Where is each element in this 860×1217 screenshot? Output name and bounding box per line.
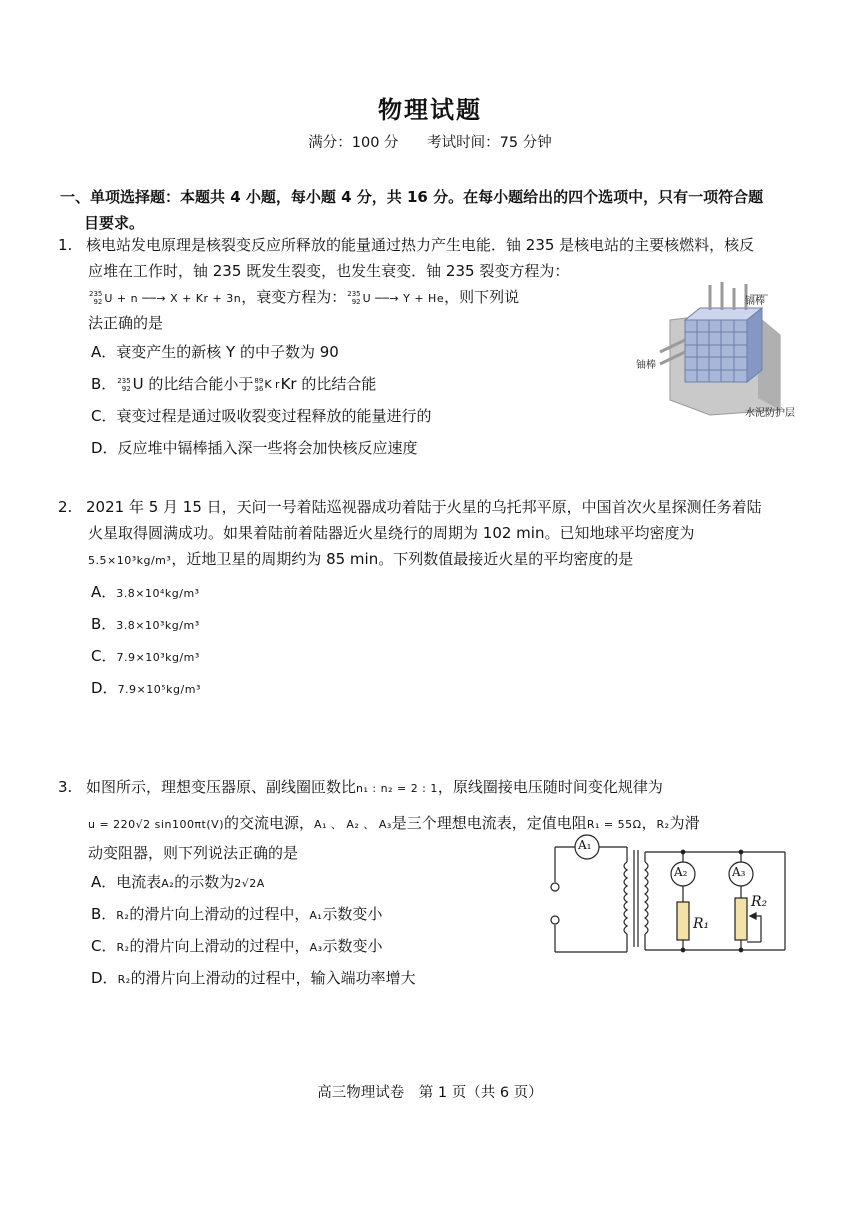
circuit-figure	[545, 832, 795, 962]
q3-option-c-r2: R₂	[116, 941, 130, 954]
q2-line1: 2021 年 5 月 15 日，天问一号着陆巡视器成功着陆于火星的乌托邦平原，中国首次火星探测任务着陆	[86, 498, 762, 516]
q3-option-c-text2: 示数变小	[322, 937, 383, 955]
ammeters: A₁ 、 A₂ 、 A₃	[314, 818, 392, 831]
q3-option-a-meter: A₂	[161, 877, 175, 890]
q3-option-c-text: 的滑片向上滑动的过程中，	[129, 937, 310, 955]
q2-option-b	[58, 608, 818, 640]
q2-option-c-value: 7.9×10³kg/m³	[116, 651, 200, 664]
q2-option-a-label: A．	[91, 583, 117, 601]
q3-option-b-text2: 示数变小	[322, 905, 383, 923]
q3-option-b: B．R₂的滑片向上滑动的过程中，A₁示数变小	[91, 905, 383, 923]
q2-option-d-value: 7.9×10⁵kg/m³	[117, 683, 201, 696]
q1-eq-mid: ，衰变方程为：	[241, 288, 347, 306]
reactor-diagram	[640, 280, 810, 420]
q3-option-d-text: 的滑片向上滑动的过程中，输入端功率增大	[130, 969, 416, 987]
q1-eq-tail: ，则下列说	[444, 288, 520, 306]
q2-option-d	[58, 672, 818, 704]
q2-option-b-value: 3.8×10³kg/m³	[116, 619, 200, 632]
exam-time: 考试时间：75 分钟	[427, 135, 552, 151]
q2-option-c	[58, 640, 818, 672]
section-heading-line2: 目要求。	[84, 214, 145, 232]
fission-equation: U + n ──→ X + Kr + 3n	[104, 292, 242, 305]
voltage-equation: u = 220√2 sin100πt(V)	[88, 818, 224, 831]
q3-option-d: D．R₂的滑片向上滑动的过程中，输入端功率增大	[91, 969, 416, 987]
q2-option-d-label: D．	[91, 679, 118, 697]
q1-line2: 应堆在工作时，铀 235 既发生裂变，也发生衰变．铀 235 裂变方程为：	[88, 262, 570, 280]
question-2	[58, 494, 818, 704]
q3-line3: 动变阻器，则下列说法正确的是	[88, 844, 299, 862]
ammeter-a2-label: A₂	[674, 865, 688, 879]
fig-label-uranium: 铀棒	[636, 360, 656, 371]
nuclide-u235: 235 92	[89, 289, 103, 306]
q3-line1-b: ，原线圈接电压随时间变化规律为	[437, 778, 663, 796]
q3-line2-c: ，	[641, 814, 657, 832]
q1-option-b-post: Kr 的比结合能	[280, 375, 377, 393]
reactor-figure	[636, 280, 810, 420]
question-number: 3.	[58, 778, 73, 796]
q3-option-a-text2: 的示数为	[174, 873, 235, 891]
nuclide-u235-b: 235 92	[117, 376, 131, 393]
q1-option-d: D．反应堆中镉棒插入深一些将会加快核反应速度	[91, 439, 418, 457]
page-title: 物理试题	[378, 96, 482, 124]
exam-meta	[0, 131, 860, 152]
section-heading-line1: 一、单项选择题：本题共 4 小题，每小题 4 分，共 16 分。在每小题给出的四个选项中，只有一项符合题	[60, 188, 764, 206]
q3-option-b-r2: R₂	[116, 909, 130, 922]
decay-equation: U ──→ Y + He	[362, 292, 445, 305]
turns-ratio: n₁ : n₂ = 2 : 1	[356, 782, 438, 795]
full-score: 满分：100 分	[308, 135, 399, 151]
q2-option-a	[58, 576, 818, 608]
q3-option-b-text: 的滑片向上滑动的过程中，	[129, 905, 310, 923]
q2-line2: 火星取得圆满成功。如果着陆前着陆器近火星绕行的周期为 102 min。已知地球平均密度为	[88, 524, 695, 542]
q1-option-c: C．衰变过程是通过吸收裂变过程释放的能量进行的	[91, 407, 432, 425]
r1-value: R₁ = 55Ω	[586, 818, 642, 831]
nuclide-kr89: 89 36 K r	[254, 376, 280, 393]
question-number: 2.	[58, 498, 73, 516]
q3-line2-b: 是三个理想电流表，定值电阻	[391, 814, 587, 832]
q3-option-c-meter: A₃	[309, 941, 323, 954]
nuclide-u235-decay: 235 92	[347, 289, 361, 306]
q1-option-b-mid: U 的比结合能小于	[132, 375, 254, 393]
page-footer: 高三物理试卷 第 1 页（共 6 页）	[317, 1085, 543, 1101]
q1-option-a: A．衰变产生的新核 Y 的中子数为 90	[91, 343, 339, 361]
q3-option-d-r2: R₂	[117, 973, 131, 986]
q3-option-b-meter: A₁	[309, 909, 323, 922]
r2-label: R₂	[656, 818, 670, 831]
q1-line4: 法正确的是	[88, 314, 164, 332]
q2-option-b-label: B．	[91, 615, 117, 633]
q3-line1-a: 如图所示，理想变压器原、副线圈匝数比	[86, 778, 357, 796]
q1-option-b-label: B．	[91, 375, 117, 393]
q2-option-a-value: 3.8×10⁴kg/m³	[116, 587, 200, 600]
resistor-r1-label: R₁	[693, 916, 710, 932]
q3-line2-a: 的交流电源，	[223, 814, 314, 832]
fig-label-cement: 水泥防护层	[745, 408, 795, 419]
q3-line2-d: 为滑	[669, 814, 700, 832]
resistor-r2-label: R₂	[751, 894, 768, 910]
q2-line3-text: ，近地卫星的周期约为 85 min。下列数值最接近火星的平均密度的是	[171, 550, 634, 568]
earth-density: 5.5×10³kg/m³	[88, 554, 172, 567]
fig-label-cadmium: 镉棒	[745, 296, 765, 307]
question-number: 1.	[58, 236, 73, 254]
q2-line3	[58, 546, 818, 574]
ammeter-a1-label: A₁	[578, 838, 592, 852]
q1-line1: 核电站发电原理是核裂变反应所释放的能量通过热力产生电能．铀 235 是核电站的主要核燃料，核反	[86, 236, 755, 254]
q3-option-a-value: 2√2A	[234, 877, 265, 890]
section-heading	[60, 184, 810, 236]
q2-option-c-label: C．	[91, 647, 117, 665]
q3-option-a-text: A．电流表	[91, 873, 162, 891]
ammeter-a3-label: A₃	[732, 865, 746, 879]
q3-option-c: C．R₂的滑片向上滑动的过程中，A₃示数变小	[91, 937, 383, 955]
